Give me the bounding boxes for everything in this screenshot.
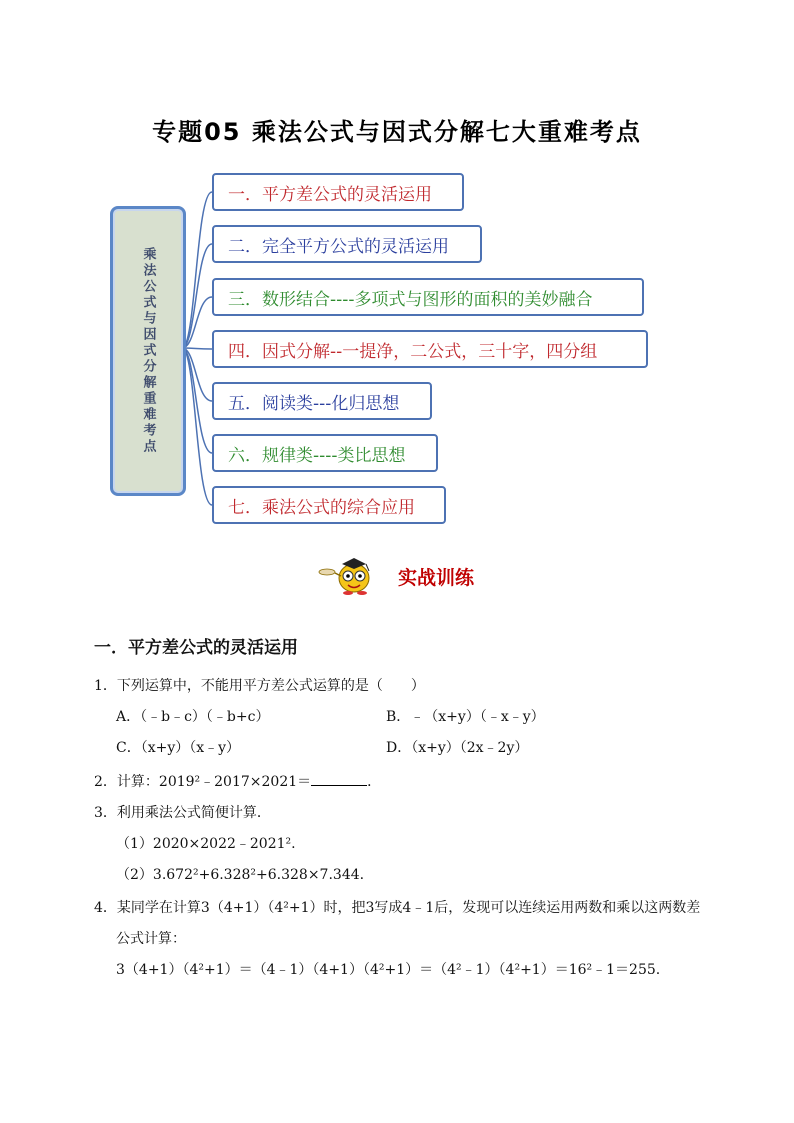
section-heading: 一．平方差公式的灵活运用 bbox=[94, 638, 298, 658]
question-3-part-2: （2）3.672²+6.328²+6.328×7.344. bbox=[116, 867, 365, 883]
cartoon-scholar-icon bbox=[316, 556, 388, 596]
mindmap-branch-4 bbox=[212, 330, 648, 368]
question-2 bbox=[94, 771, 381, 791]
mindmap-root-label: 乘法公式与因式分解重难考点 bbox=[140, 247, 156, 455]
question-1-option-c: C．（x+y）（x﹣y） bbox=[116, 740, 241, 756]
question-4-stem-continued: 公式计算： bbox=[116, 931, 186, 947]
question-3-part-1: （1）2020×2022﹣2021². bbox=[116, 836, 296, 852]
mindmap-branch-2 bbox=[212, 225, 482, 263]
branch-label: 三．数形结合----多项式与图形的面积的美妙融合 bbox=[228, 289, 593, 310]
mindmap-branch-6 bbox=[212, 434, 438, 472]
question-2-stem: 2．计算：2019²﹣2017×2021＝ bbox=[94, 774, 312, 790]
mindmap-branch-1 bbox=[212, 173, 464, 211]
mindmap-branch-5 bbox=[212, 382, 432, 420]
page-title: 专题05 乘法公式与因式分解七大重难考点 bbox=[152, 118, 642, 146]
branch-label: 六．规律类----类比思想 bbox=[228, 445, 406, 466]
branch-label: 五．阅读类---化归思想 bbox=[228, 393, 400, 414]
mindmap-branch-7 bbox=[212, 486, 446, 524]
question-1-option-b: B．﹣（x+y）（﹣x﹣y） bbox=[386, 709, 545, 725]
mindmap-root bbox=[110, 206, 186, 496]
answer-blank bbox=[311, 773, 367, 786]
branch-label: 七．乘法公式的综合应用 bbox=[228, 497, 415, 518]
question-4-stem: 4．某同学在计算3（4+1）（4²+1）时，把3写成4﹣1后，发现可以连续运用两数和乘以这两数差 bbox=[94, 900, 701, 916]
question-3-stem: 3．利用乘法公式简便计算． bbox=[94, 805, 271, 821]
question-4-worked-example: 3（4+1）（4²+1）＝（4﹣1）（4+1）（4²+1）＝（4²﹣1）（4²+1）＝16²﹣1＝255. bbox=[116, 962, 661, 978]
practice-title: 实战训练 bbox=[398, 566, 475, 589]
mindmap bbox=[0, 0, 794, 540]
branch-label: 一．平方差公式的灵活运用 bbox=[228, 184, 432, 205]
practice-banner bbox=[316, 556, 474, 596]
question-1-stem: 1．下列运算中，不能用平方差公式运算的是（ ） bbox=[94, 678, 425, 694]
question-2-end: ． bbox=[367, 774, 382, 790]
branch-label: 二．完全平方公式的灵活运用 bbox=[228, 236, 449, 257]
question-1-option-d: D．（x+y）（2x﹣2y） bbox=[386, 740, 529, 756]
branch-label: 四．因式分解--一提净，二公式，三十字，四分组 bbox=[228, 341, 598, 362]
question-1-option-a: A．（﹣b﹣c）（﹣b+c） bbox=[116, 709, 270, 725]
mindmap-branch-3 bbox=[212, 278, 644, 316]
